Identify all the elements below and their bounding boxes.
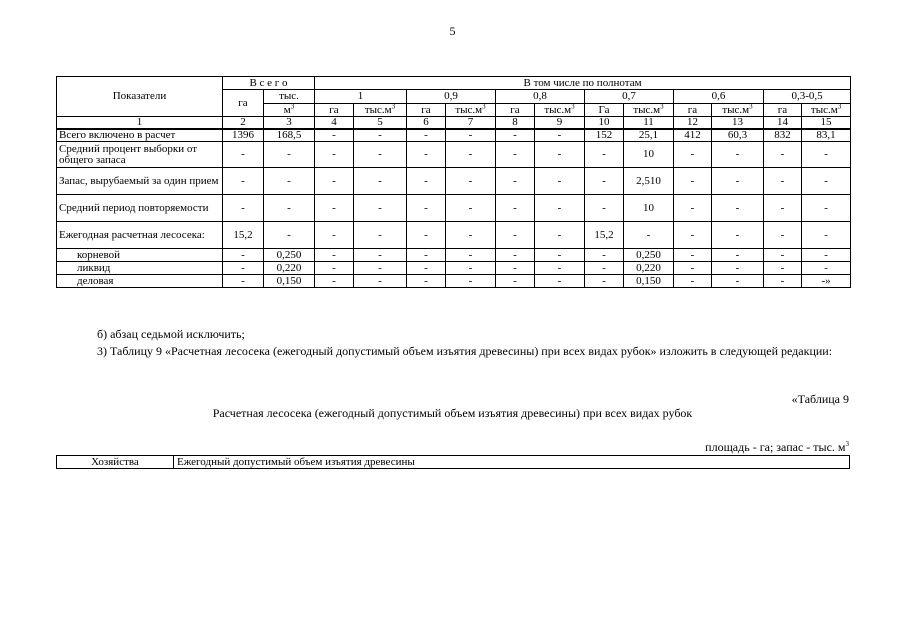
table-cell: 15,2	[223, 222, 264, 249]
table-cell: 0,150	[624, 275, 674, 288]
table-cell: -	[802, 249, 851, 262]
row-label: Всего включено в расчет	[57, 129, 223, 142]
header-total-ha: га	[223, 90, 264, 117]
table-cell: 412	[674, 129, 712, 142]
table-cell: -	[712, 142, 764, 168]
table-9-ref: «Таблица 9	[791, 392, 849, 406]
table-cell: -	[674, 142, 712, 168]
table-row	[57, 142, 851, 168]
header-unit-thous-m3: $тыс.м^3$	[354, 104, 407, 117]
table-cell: -	[407, 275, 446, 288]
table-cell: -	[764, 275, 802, 288]
table-cell: -	[764, 168, 802, 195]
header-unit-ha: Га	[585, 104, 624, 117]
units-note: площадь - га; запас - тыс. $м^3$	[705, 440, 849, 454]
table-cell: 168,5	[264, 129, 315, 142]
table-cell: -	[354, 129, 407, 142]
table-cell: -	[535, 275, 585, 288]
table-cell: -	[446, 262, 496, 275]
table-cell: 0,150	[264, 275, 315, 288]
table-row	[57, 222, 851, 249]
table-cell: -	[764, 222, 802, 249]
column-number: 14	[764, 117, 802, 130]
table-cell: -	[223, 262, 264, 275]
table-cell: -	[407, 222, 446, 249]
table-cell: -	[354, 262, 407, 275]
table-cell: -	[315, 195, 354, 222]
table-cell: -	[496, 249, 535, 262]
page-number: 5	[449, 24, 456, 38]
table-cell: -	[624, 222, 674, 249]
table-cell: -	[585, 262, 624, 275]
table-row	[57, 129, 851, 142]
table-cell: -	[354, 249, 407, 262]
header-unit-thous-m3: $тыс.м^3$	[446, 104, 496, 117]
table-cell: -	[446, 142, 496, 168]
column-number: 13	[712, 117, 764, 130]
table-cell: -	[764, 262, 802, 275]
header-density-6: 0,3-0,5	[764, 90, 851, 104]
table-cell: -	[223, 168, 264, 195]
table-cell: -	[802, 168, 851, 195]
table-cell: -	[407, 168, 446, 195]
table-cell: -	[585, 195, 624, 222]
table-cell: -	[264, 168, 315, 195]
table-cell: -	[712, 262, 764, 275]
table-cell: -	[264, 222, 315, 249]
table-cell: -	[407, 262, 446, 275]
table-cell: -	[354, 142, 407, 168]
table-cell: -	[712, 275, 764, 288]
table-cell: -	[496, 129, 535, 142]
table-cell: -	[407, 249, 446, 262]
column-number: 3	[264, 117, 315, 130]
paragraph-3: 3) Таблицу 9 «Расчетная лесосека (ежегодный допустимый объем изъятия древесины) при всех видах рубок» изложить в следующей редакции:	[97, 344, 833, 358]
paragraph-b: б) абзац седьмой исключить;	[97, 327, 245, 341]
column-number: 10	[585, 117, 624, 130]
col-annual-volume: Ежегодный допустимый объем изъятия древесины	[174, 456, 850, 469]
row-label: Средний период повторяемости	[57, 195, 223, 222]
table-row	[57, 195, 851, 222]
header-unit-thous-m3: $тыс.м^3$	[802, 104, 851, 117]
row-label: ликвид	[57, 262, 223, 275]
header-unit-thous-m3: $тыс.м^3$	[624, 104, 674, 117]
table-cell: -	[674, 168, 712, 195]
table-cell: 60,3	[712, 129, 764, 142]
table-cell: -	[446, 275, 496, 288]
table-cell: 1396	[223, 129, 264, 142]
row-label: деловая	[57, 275, 223, 288]
table-cell: 10	[624, 195, 674, 222]
table-cell: -	[802, 142, 851, 168]
table-cell: -	[264, 195, 315, 222]
header-by-density: В том числе по полнотам	[315, 77, 851, 90]
header-density-2: 0,9	[407, 90, 496, 104]
header-unit-ha: га	[315, 104, 354, 117]
table-cell: -	[535, 168, 585, 195]
table-cell: -	[674, 195, 712, 222]
table-cell: -	[496, 222, 535, 249]
table-cell: -	[446, 168, 496, 195]
table-cell: -	[535, 262, 585, 275]
table-cell: -	[764, 195, 802, 222]
table-row	[57, 275, 851, 288]
table-cell: -	[354, 195, 407, 222]
table-cell: -	[585, 275, 624, 288]
table-9-title: Расчетная лесосека (ежегодный допустимый объем изъятия древесины) при всех видах рубок	[212, 406, 693, 420]
col-farms: Хозяйства	[57, 456, 174, 469]
table-cell: -	[496, 168, 535, 195]
table-row	[57, 168, 851, 195]
table-cell: -	[315, 262, 354, 275]
header-indicators: Показатели	[57, 77, 223, 117]
column-number: 5	[354, 117, 407, 130]
table-cell: -	[712, 222, 764, 249]
table-cell: -	[446, 249, 496, 262]
table-cell: -	[535, 129, 585, 142]
table-cell: -	[264, 142, 315, 168]
table-cell: -	[764, 142, 802, 168]
header-unit-thous-m3: $тыс.м^3$	[712, 104, 764, 117]
table-row	[57, 249, 851, 262]
table-cell: -	[407, 195, 446, 222]
table-cell: -	[223, 195, 264, 222]
column-number: 1	[57, 117, 223, 130]
table-cell: -	[712, 195, 764, 222]
table-cell: -	[712, 168, 764, 195]
row-label: Запас, вырубаемый за один прием	[57, 168, 223, 195]
table-cell: -	[315, 168, 354, 195]
column-number: 7	[446, 117, 496, 130]
header-density-5: 0,6	[674, 90, 764, 104]
table-cell: -	[802, 195, 851, 222]
table-cell: 2,510	[624, 168, 674, 195]
table-cell: 832	[764, 129, 802, 142]
table-cell: -	[315, 222, 354, 249]
table-cell: -	[535, 222, 585, 249]
header-density-4: 0,7	[585, 90, 674, 104]
table-cell: -	[446, 222, 496, 249]
table-cell: -	[712, 249, 764, 262]
column-number: 15	[802, 117, 851, 130]
header-unit-ha: га	[496, 104, 535, 117]
table-cell: 152	[585, 129, 624, 142]
table-cell: -	[315, 129, 354, 142]
table-cell: -	[496, 275, 535, 288]
table-cell: -	[585, 168, 624, 195]
table-cell: -	[354, 168, 407, 195]
table-cell: 0,250	[624, 249, 674, 262]
table-cell: -	[223, 249, 264, 262]
table-cell: -	[535, 142, 585, 168]
column-number: 6	[407, 117, 446, 130]
row-label: корневой	[57, 249, 223, 262]
table-cell: -	[496, 195, 535, 222]
table-cell: -	[674, 262, 712, 275]
table-cell: -	[585, 249, 624, 262]
table-cell: -	[223, 142, 264, 168]
header-unit-thous-m3: $тыс.м^3$	[535, 104, 585, 117]
table-cell: -	[496, 142, 535, 168]
table-cell: 0,220	[624, 262, 674, 275]
table-cell: -	[674, 249, 712, 262]
header-density-3: 0,8	[496, 90, 585, 104]
table-cell: -	[674, 222, 712, 249]
table-cell: -	[354, 222, 407, 249]
table-cell: 15,2	[585, 222, 624, 249]
header-unit-ha: га	[764, 104, 802, 117]
column-number: 11	[624, 117, 674, 130]
row-label: Средний процент выборки от общего запаса	[57, 142, 223, 168]
table-cell: -	[446, 195, 496, 222]
column-number: 12	[674, 117, 712, 130]
table-cell: -	[315, 142, 354, 168]
header-total-m3: $м^3$	[264, 104, 315, 117]
table-cell: -	[446, 129, 496, 142]
table-cell: 10	[624, 142, 674, 168]
table-cell: 0,220	[264, 262, 315, 275]
table-cell: -	[802, 222, 851, 249]
column-number: 9	[535, 117, 585, 130]
allowable-cut-table	[56, 455, 850, 469]
table-cell: -»	[802, 275, 851, 288]
row-label: Ежегодная расчетная лесосека:	[57, 222, 223, 249]
table-cell: -	[354, 275, 407, 288]
header-total-thous: тыс.	[264, 90, 315, 104]
table-cell: -	[223, 275, 264, 288]
table-cell: 0,250	[264, 249, 315, 262]
table-cell: 83,1	[802, 129, 851, 142]
table-cell: -	[585, 142, 624, 168]
table-cell: -	[802, 262, 851, 275]
table-cell: -	[535, 195, 585, 222]
column-number: 4	[315, 117, 354, 130]
table-cell: 25,1	[624, 129, 674, 142]
table-cell: -	[535, 249, 585, 262]
table-cell: -	[496, 262, 535, 275]
table-cell: -	[407, 129, 446, 142]
table-cell: -	[674, 275, 712, 288]
column-number: 8	[496, 117, 535, 130]
table-cell: -	[315, 275, 354, 288]
table-row	[57, 262, 851, 275]
header-unit-ha: га	[407, 104, 446, 117]
table-cell: -	[315, 249, 354, 262]
header-total: В с е г о	[223, 77, 315, 90]
table-cell: -	[407, 142, 446, 168]
header-unit-ha: га	[674, 104, 712, 117]
density-table	[56, 76, 851, 288]
header-density-1: 1	[315, 90, 407, 104]
column-number: 2	[223, 117, 264, 130]
table-cell: -	[764, 249, 802, 262]
